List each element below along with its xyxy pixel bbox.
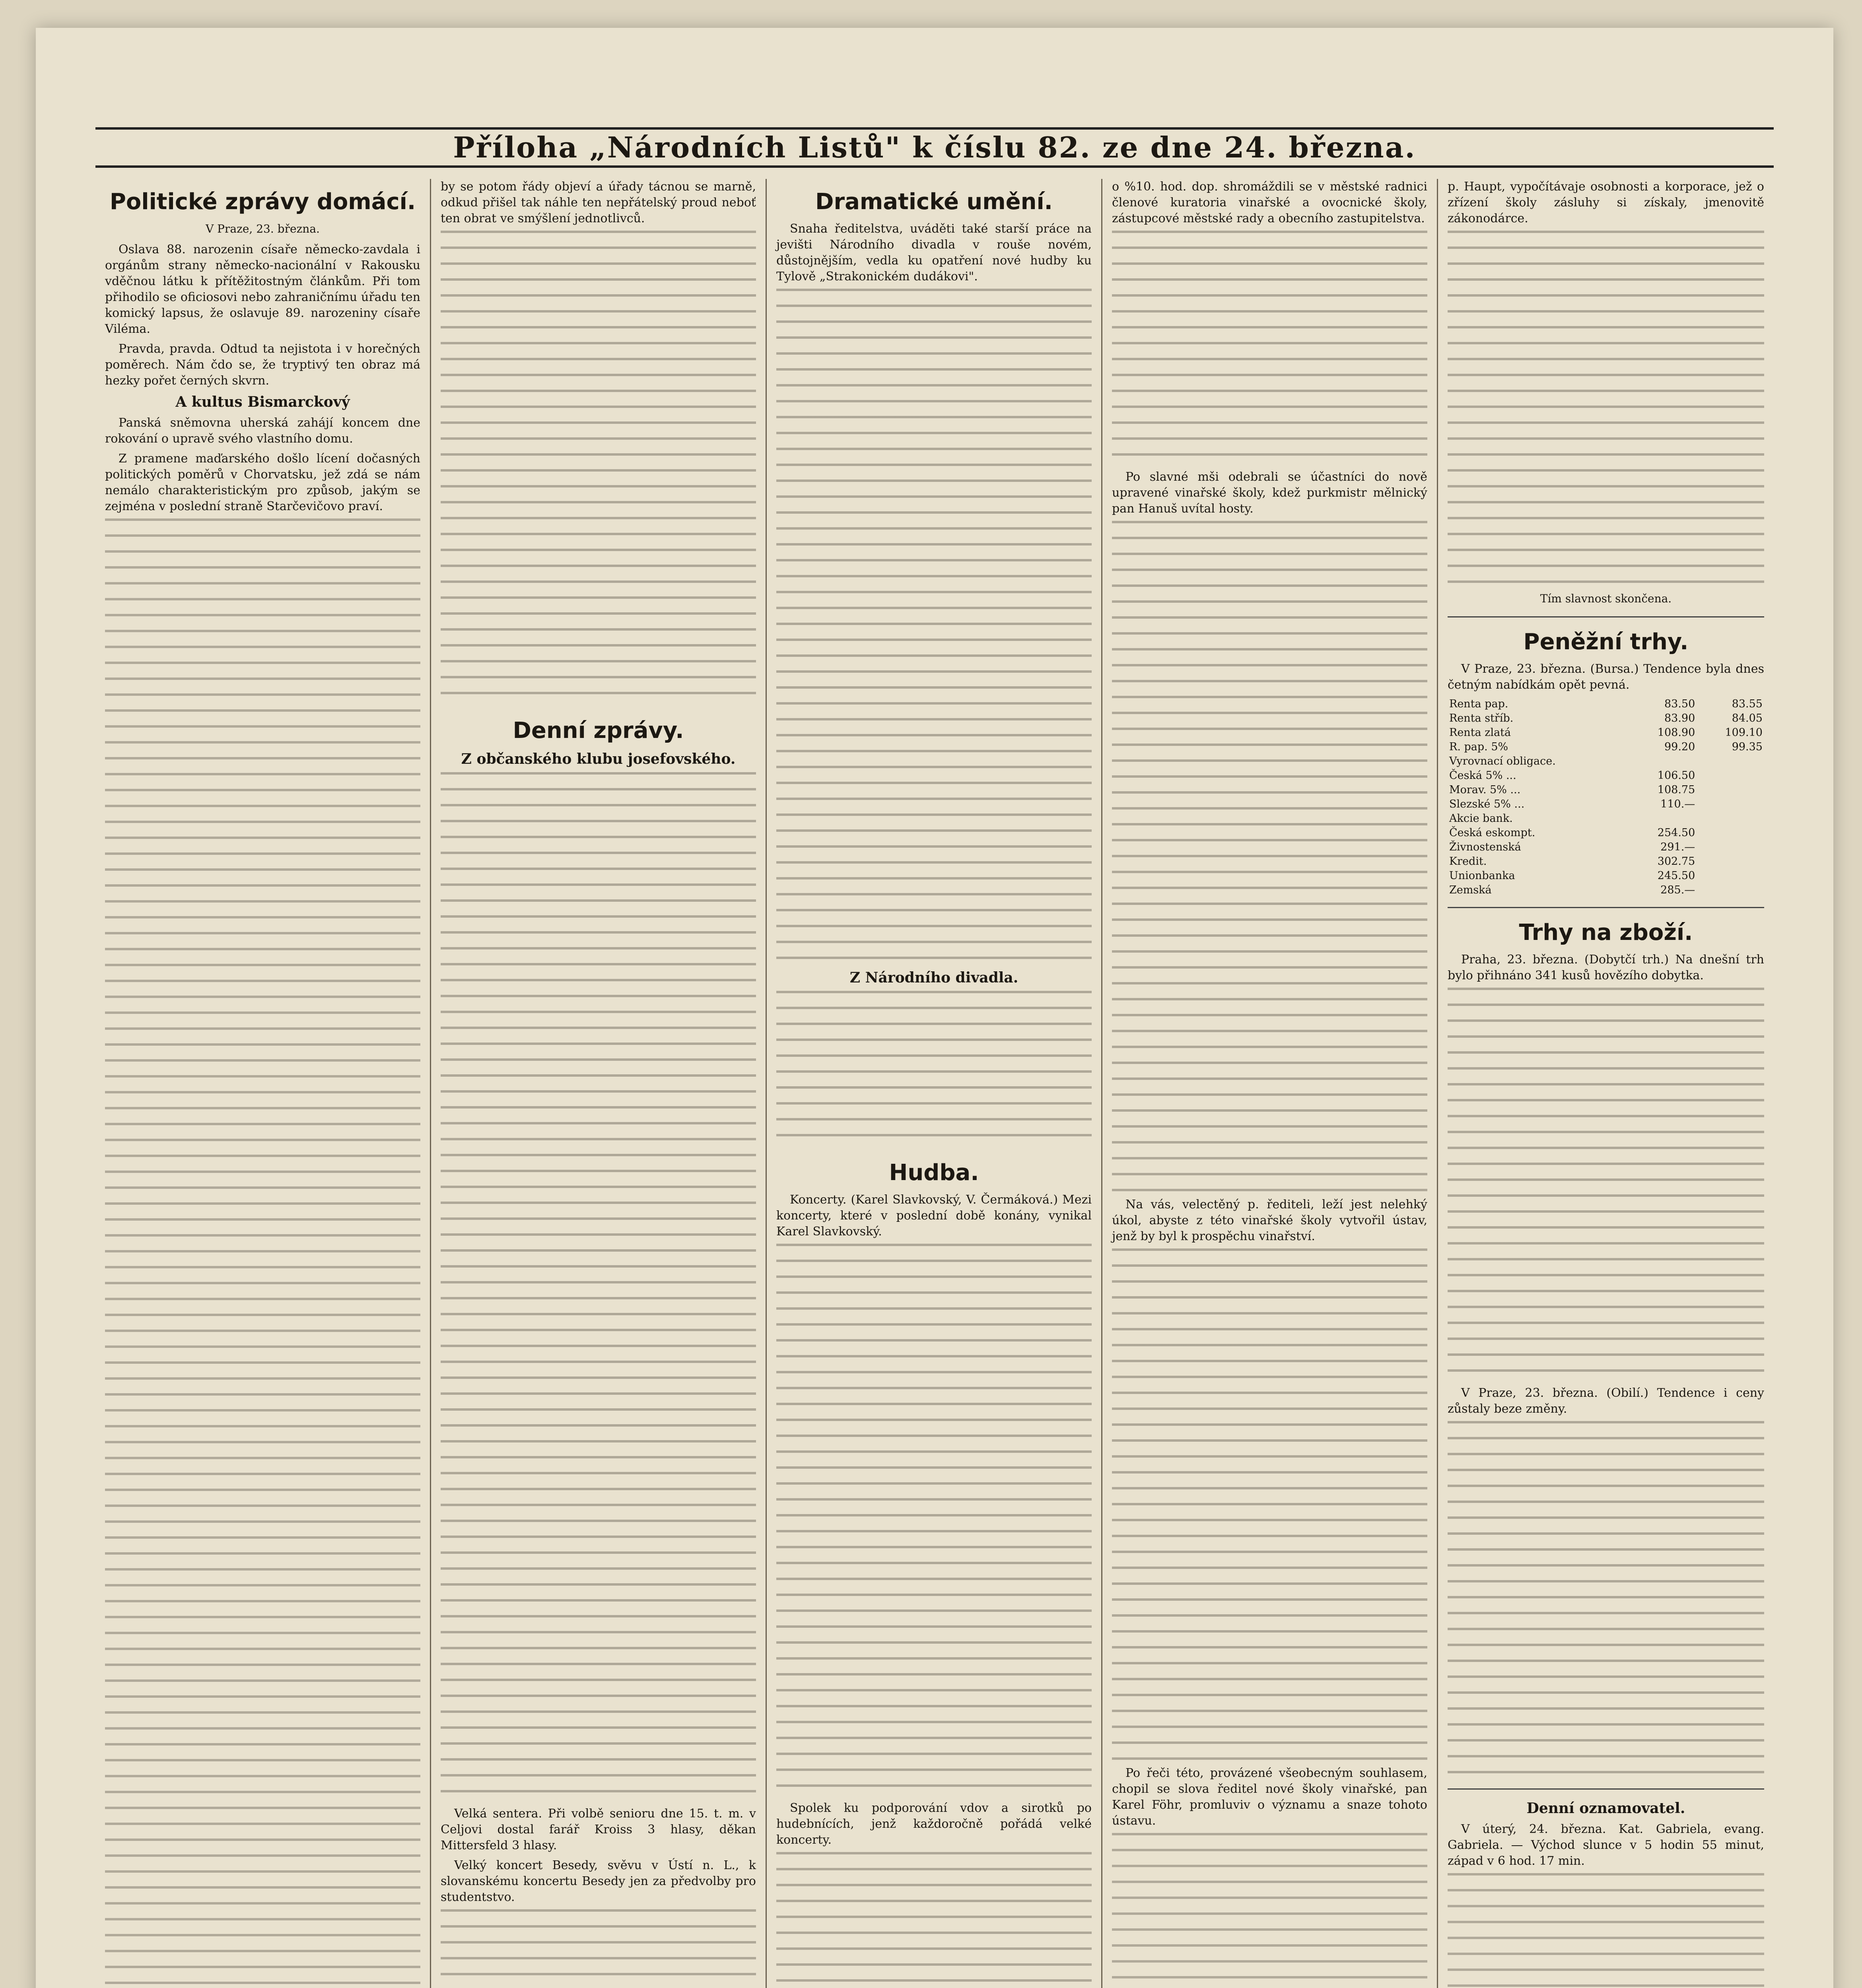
paragraph: Na vás, velectěný p. řediteli, leží jest nelehký úkol, abyste z této vinařské školy vytvořil ústav, jenž by byl k prospěchu vinařství. xyxy=(1112,1198,1427,1243)
masthead-title: Příloha „Národních Listů" k číslu 82. ze dne 24. března. xyxy=(95,127,1774,168)
paragraph: Spolek ku podporování vdov a sirotků po hudebnících, jenž každoročně pořádá velké koncerty. xyxy=(776,1801,1092,1847)
text-block xyxy=(1448,231,1764,588)
rate-row xyxy=(1448,783,1764,797)
rate-value: 83.50 xyxy=(1664,698,1695,710)
rate-row xyxy=(1448,854,1764,869)
columns xyxy=(95,179,1774,1988)
rate-name: Renta stříb. xyxy=(1449,712,1514,724)
rate-value xyxy=(1697,754,1764,769)
rate-name: Česká eskompt. xyxy=(1449,827,1535,839)
text-block xyxy=(1112,1833,1427,1988)
text-block xyxy=(1448,1421,1764,1779)
rate-value: 106.50 xyxy=(1657,769,1695,782)
rate-value: 83.90 xyxy=(1664,712,1695,724)
paragraph: Po řeči této, provázené všeobecným souhlasem, chopil se slova ředitel nové školy vinařské, pan Karel Föhr, promluviv o významu a snaze tohoto ústavu. xyxy=(1112,1766,1427,1828)
rate-row xyxy=(1448,826,1764,840)
rate-value: 302.75 xyxy=(1657,855,1695,868)
subheading: Z občanského klubu josefovského. xyxy=(461,751,736,767)
rate-row xyxy=(1448,740,1764,754)
rate-row xyxy=(1448,869,1764,883)
column-3 xyxy=(767,179,1102,1988)
paragraph: Pravda, pravda. Odtud ta nejistota i v horečných poměrech. Nám čdo se, že tryptivý ten obraz má hezky pořet černých skvrn. xyxy=(105,342,420,388)
text-block xyxy=(1112,1248,1427,1765)
rate-name: Unionbanka xyxy=(1449,870,1515,882)
newspaper-page xyxy=(36,28,1833,1988)
subheading: Denní oznamovatel. xyxy=(1526,1800,1685,1817)
rate-row xyxy=(1448,840,1764,854)
text-block xyxy=(1448,988,1764,1385)
text-block xyxy=(105,518,420,1988)
rate-value xyxy=(1697,840,1764,854)
rate-value xyxy=(1697,826,1764,840)
rate-value: 285.— xyxy=(1660,884,1695,896)
section-heading: Politické zprávy domácí. xyxy=(109,189,416,215)
section-heading: Trhy na zboží. xyxy=(1519,920,1693,945)
text-block xyxy=(776,1244,1092,1800)
dateline: V Praze, 23. března. xyxy=(206,222,320,235)
divider xyxy=(1448,1788,1764,1790)
rate-name: Morav. 5% ... xyxy=(1449,784,1521,796)
rate-name: Česká 5% ... xyxy=(1449,769,1516,782)
rate-value: 83.55 xyxy=(1732,698,1763,710)
paragraph: Panská sněmovna uherská zahájí koncem dne rokování o upravě svého vlastního domu. xyxy=(105,416,420,446)
paragraph: Oslava 88. narozenin císaře německo-zavdala i orgánům strany německo-nacionální v Rakousku vděčnou látku k přítěžitostným článkům. Při tom přihodilo se oficiosovi nebo zahraničnímu úřadu ten komický lapsus, že oslavuje 89. narozeniny císaře Viléma. xyxy=(105,243,420,336)
section-heading: Denní zprávy. xyxy=(513,718,684,744)
column-1 xyxy=(95,179,431,1988)
rate-name: Akcie bank. xyxy=(1449,812,1513,825)
rate-value xyxy=(1697,769,1764,783)
paragraph: Praha, 23. března. (Dobytčí trh.) Na dnešní trh bylo přihnáno 341 kusů hovězího dobytka. xyxy=(1448,953,1764,982)
rate-value xyxy=(1697,883,1764,897)
rate-row xyxy=(1448,711,1764,726)
rate-value xyxy=(1697,783,1764,797)
rate-value: 108.75 xyxy=(1657,784,1695,796)
rate-value xyxy=(1697,854,1764,869)
closing-line: Tím slavnost skončena. xyxy=(1540,592,1672,605)
subheading: A kultus Bismarckový xyxy=(175,394,350,410)
rate-row xyxy=(1448,883,1764,897)
paragraph: p. Haupt, vypočítávaje osobnosti a korporace, jež o zřízení školy zásluhy si získaly, jmenovitě zákonodárce. xyxy=(1448,180,1764,225)
paragraph: V Praze, 23. března. (Bursa.) Tendence byla dnes četným nabídkám opět pevná. xyxy=(1448,662,1764,692)
exchange-rates-table xyxy=(1448,697,1764,897)
paragraph: Z pramene maďarského došlo lícení dočasných politických poměrů v Chorvatsku, jež zdá se nám nemálo charakteristickým pro způsob, jakým se zejména v poslední straně Starčevičovo praví. xyxy=(105,452,420,513)
rate-name: R. pap. 5% xyxy=(1449,741,1508,753)
rate-row xyxy=(1448,797,1764,812)
divider xyxy=(1448,616,1764,617)
rate-name: Živnostenská xyxy=(1449,841,1521,853)
rate-row xyxy=(1448,769,1764,783)
rate-name: Vyrovnací obligace. xyxy=(1449,755,1556,767)
paragraph: Snaha ředitelstva, uváděti také starší práce na jevišti Národního divadla v rouše novém, důstojnějším, vedla ku opatření nové hudby ku Tylově „Strakonickém dudákovi". xyxy=(776,222,1092,283)
rate-row xyxy=(1448,754,1764,769)
rate-name: Slezské 5% ... xyxy=(1449,798,1525,810)
rate-name: Renta pap. xyxy=(1449,698,1508,710)
paragraph: o %10. hod. dop. shromáždili se v městské radnici členové kuratoria vinařské a ovocnické školy, zástupcové městské rady a obecního zastupitelstva. xyxy=(1112,180,1427,225)
text-block xyxy=(776,1852,1092,1988)
rate-value: 291.— xyxy=(1660,841,1695,853)
paragraph: V úterý, 24. března. Kat. Gabriela, evang. Gabriela. — Východ slunce v 5 hodin 55 minut, západ v 6 hod. 17 min. xyxy=(1448,1822,1764,1868)
column-5 xyxy=(1438,179,1774,1988)
rate-row xyxy=(1448,812,1764,826)
column-2 xyxy=(431,179,767,1988)
rate-value: 108.90 xyxy=(1657,726,1695,739)
text-block xyxy=(441,1909,756,1988)
text-block xyxy=(1448,1873,1764,1988)
text-block xyxy=(1112,521,1427,1197)
rate-value xyxy=(1697,869,1764,883)
text-block xyxy=(776,289,1092,965)
paragraph: by se potom řády objeví a úřady tácnou se marně, odkud přišel tak náhle ten nepřátelský proud neboť ten obrat ve smýšlení jednotlivců. xyxy=(441,180,756,225)
rate-value: 110.— xyxy=(1660,798,1695,810)
paragraph: V Praze, 23. března. (Obilí.) Tendence i ceny zůstaly beze změny. xyxy=(1448,1386,1764,1416)
rate-value: 99.35 xyxy=(1732,741,1763,753)
rate-value: 99.20 xyxy=(1664,741,1695,753)
rate-value: 84.05 xyxy=(1732,712,1763,724)
rate-value xyxy=(1629,754,1697,769)
rate-value xyxy=(1697,812,1764,826)
text-block xyxy=(441,772,756,1806)
paragraph: Velký koncert Besedy, svěvu v Ústí n. L., k slovanskému koncertu Besedy jen za předvolby pro studentstvo. xyxy=(441,1858,756,1904)
section-heading: Hudba. xyxy=(889,1160,979,1186)
divider xyxy=(1448,907,1764,908)
rate-name: Zemská xyxy=(1449,884,1492,896)
section-heading: Peněžní trhy. xyxy=(1523,629,1689,655)
rate-value: 254.50 xyxy=(1657,827,1695,839)
text-block xyxy=(776,991,1092,1150)
rate-name: Kredit. xyxy=(1449,855,1487,868)
rate-value xyxy=(1629,812,1697,826)
paragraph: Koncerty. (Karel Slavkovský, V. Čermáková.) Mezi koncerty, které v poslední době konány, vynikal Karel Slavkovský. xyxy=(776,1193,1092,1239)
paragraph: Po slavné mši odebrali se účastníci do nově upravené vinařské školy, kdež purkmistr mělnický pan Hanuš uvítal hosty. xyxy=(1112,470,1427,516)
rate-row xyxy=(1448,726,1764,740)
rate-value xyxy=(1697,797,1764,812)
column-4 xyxy=(1102,179,1438,1988)
rate-value: 109.10 xyxy=(1725,726,1763,739)
text-block xyxy=(441,231,756,708)
text-block xyxy=(1112,231,1427,469)
paragraph: Velká sentera. Při volbě senioru dne 15. t. m. v Celjovi dostal farář Kroiss 3 hlasy, děkan Mittersfeld 3 hlasy. xyxy=(441,1807,756,1852)
section-heading: Dramatické umění. xyxy=(815,189,1053,215)
rate-name: Renta zlatá xyxy=(1449,726,1511,739)
rate-row xyxy=(1448,697,1764,711)
rate-value: 245.50 xyxy=(1657,870,1695,882)
subheading: Z Národního divadla. xyxy=(849,969,1018,986)
